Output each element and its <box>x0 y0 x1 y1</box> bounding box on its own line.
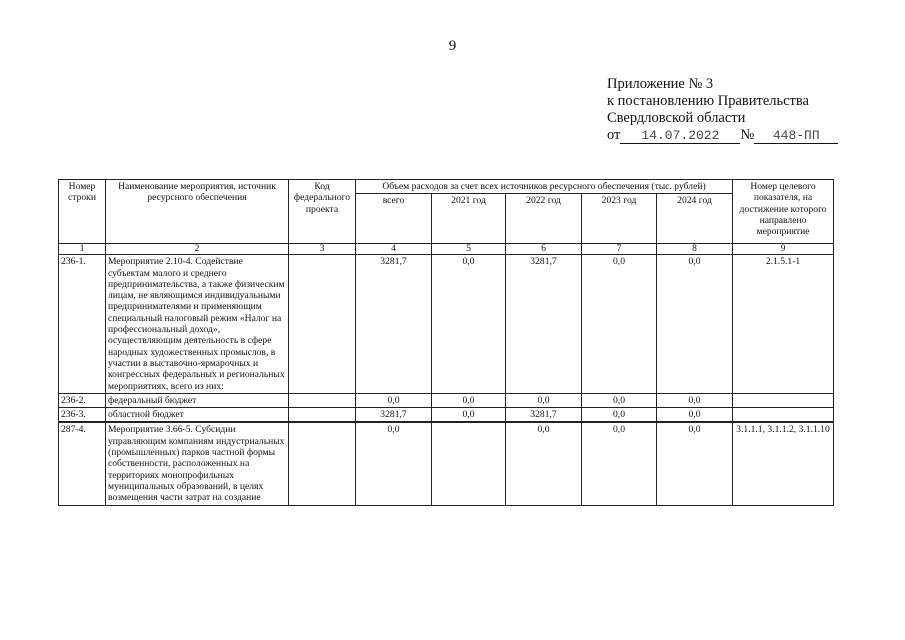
row-2021 <box>432 422 506 505</box>
table-row <box>59 422 834 505</box>
row-number: 287-4. <box>59 422 106 505</box>
row-total: 3281,7 <box>356 255 432 394</box>
row-2023: 0,0 <box>582 422 657 505</box>
from-label: от <box>607 127 621 143</box>
row-target: 2.1.5.1-1 <box>733 255 834 394</box>
decree-date: 14.07.2022 <box>620 128 740 144</box>
header-target: Номер целевого показателя, на достижение которого направлено мероприятие <box>733 180 834 244</box>
row-target <box>733 393 834 407</box>
decree-number: 448-ПП <box>754 128 838 144</box>
appendix-date-line <box>607 127 838 144</box>
column-index: 3 <box>289 244 356 255</box>
header-row <box>59 180 834 194</box>
header-row-number: Номер строки <box>59 180 106 244</box>
header-name: Наименование мероприятия, источник ресурсного обеспечения <box>106 180 289 244</box>
number-label: № <box>740 127 755 143</box>
row-fed-code <box>289 422 356 505</box>
table-row <box>59 255 834 394</box>
appendix-line-3: Свердловской области <box>607 110 746 126</box>
row-total: 3281,7 <box>356 408 432 423</box>
row-total: 0,0 <box>356 422 432 505</box>
row-target <box>733 408 834 423</box>
column-index: 7 <box>582 244 657 255</box>
row-name: Мероприятие 3.66-5. Субсидии управляющим компаниям индустриальных (промышленных) парков частной формы собственности, расположенных на территориях монопрофильных муниципальных образований, в целях возмещения части затрат на создание <box>106 422 289 505</box>
header-2023: 2023 год <box>582 194 657 244</box>
expenses-table <box>58 179 834 506</box>
row-2024: 0,0 <box>657 408 733 423</box>
row-name: областной бюджет <box>106 408 289 423</box>
row-total: 0,0 <box>356 393 432 407</box>
table-row <box>59 408 834 423</box>
row-2022: 3281,7 <box>506 408 582 423</box>
row-2024: 0,0 <box>657 255 733 394</box>
column-index: 5 <box>432 244 506 255</box>
row-2024: 0,0 <box>657 393 733 407</box>
row-2024: 0,0 <box>657 422 733 505</box>
header-2022: 2022 год <box>506 194 582 244</box>
row-2021: 0,0 <box>432 255 506 394</box>
header-total: всего <box>356 194 432 244</box>
appendix-line-2: к постановлению Правительства <box>607 93 809 109</box>
column-index: 8 <box>657 244 733 255</box>
row-2021: 0,0 <box>432 408 506 423</box>
appendix-block <box>607 76 838 144</box>
row-name: федеральный бюджет <box>106 393 289 407</box>
column-index-row <box>59 244 834 255</box>
row-2023: 0,0 <box>582 393 657 407</box>
row-number: 236-2. <box>59 393 106 407</box>
row-number: 236-3. <box>59 408 106 423</box>
header-2024: 2024 год <box>657 194 733 244</box>
row-fed-code <box>289 255 356 394</box>
page-number: 9 <box>448 38 457 54</box>
table-row <box>59 393 834 407</box>
row-fed-code <box>289 393 356 407</box>
header-2021: 2021 год <box>432 194 506 244</box>
row-2022: 0,0 <box>506 422 582 505</box>
column-index: 4 <box>356 244 432 255</box>
row-target: 3.1.1.1, 3.1.1.2, 3.1.1.10 <box>733 422 834 505</box>
row-number: 236-1. <box>59 255 106 394</box>
row-2022: 0,0 <box>506 393 582 407</box>
row-fed-code <box>289 408 356 423</box>
row-name: Мероприятие 2.10-4. Содействие субъектам малого и среднего предпринимательства, а также физическим лицам, не являющимся индивидуальными предпринимателями и применяющим специальный налоговый режим «Налог на профессиональный доход», осуществляющим деятельность в сфере народных художественных промыслов, в участии в выставочно-ярмарочных и конгрессных федеральных и региональных мероприятиях, всего из них: <box>106 255 289 394</box>
column-index: 2 <box>106 244 289 255</box>
row-2021: 0,0 <box>432 393 506 407</box>
column-index: 9 <box>733 244 834 255</box>
column-index: 1 <box>59 244 106 255</box>
row-2023: 0,0 <box>582 408 657 423</box>
column-index: 6 <box>506 244 582 255</box>
row-2022: 3281,7 <box>506 255 582 394</box>
appendix-title: Приложение № 3 <box>607 76 714 92</box>
row-2023: 0,0 <box>582 255 657 394</box>
header-volume-group: Объем расходов за счет всех источников ресурсного обеспечения (тыс. рублей) <box>356 180 733 194</box>
header-fed-code: Код федерального проекта <box>289 180 356 244</box>
